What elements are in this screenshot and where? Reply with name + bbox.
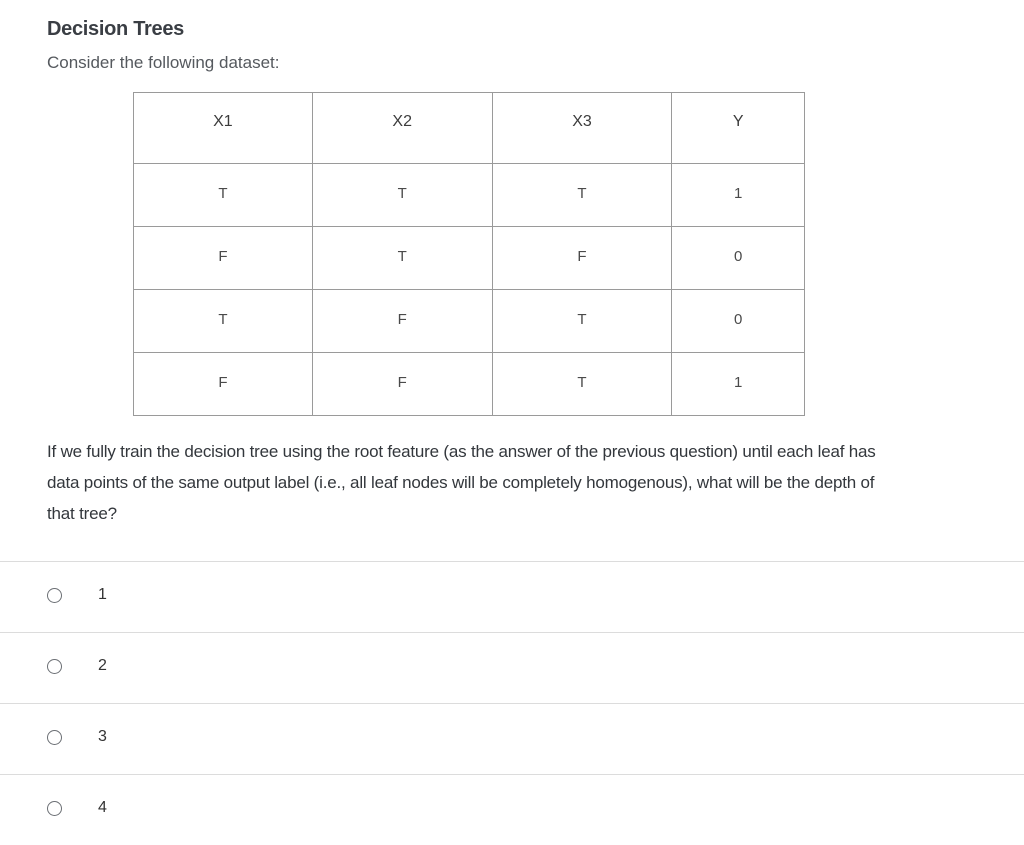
page-title: Decision Trees bbox=[47, 18, 184, 40]
option-label: 1 bbox=[98, 586, 107, 603]
table-row bbox=[134, 290, 805, 353]
column-header-x3: X3 bbox=[492, 93, 672, 164]
table-cell: T bbox=[492, 353, 672, 416]
table-row bbox=[134, 353, 805, 416]
radio-button[interactable] bbox=[47, 588, 62, 603]
option-label: 4 bbox=[98, 799, 107, 816]
table-cell: 1 bbox=[672, 164, 805, 227]
option-label: 2 bbox=[98, 657, 107, 674]
table-cell: F bbox=[312, 353, 492, 416]
table-cell: T bbox=[134, 290, 313, 353]
radio-button[interactable] bbox=[47, 801, 62, 816]
table-cell: F bbox=[312, 290, 492, 353]
column-header-x1: X1 bbox=[134, 93, 313, 164]
table-cell: T bbox=[312, 164, 492, 227]
table-cell: T bbox=[134, 164, 313, 227]
dataset-intro: Consider the following dataset: bbox=[47, 53, 280, 72]
table-cell: F bbox=[134, 227, 313, 290]
table-header-row bbox=[134, 93, 805, 164]
answer-option-2[interactable] bbox=[0, 632, 1024, 703]
table-row bbox=[134, 227, 805, 290]
column-header-x2: X2 bbox=[312, 93, 492, 164]
radio-button[interactable] bbox=[47, 730, 62, 745]
table-cell: T bbox=[492, 164, 672, 227]
option-label: 3 bbox=[98, 728, 107, 745]
table-cell: 0 bbox=[672, 227, 805, 290]
answer-options bbox=[0, 561, 1024, 845]
table-cell: 0 bbox=[672, 290, 805, 353]
table-row bbox=[134, 164, 805, 227]
radio-button[interactable] bbox=[47, 659, 62, 674]
answer-option-3[interactable] bbox=[0, 703, 1024, 774]
column-header-y: Y bbox=[672, 93, 805, 164]
table-cell: T bbox=[312, 227, 492, 290]
table-cell: T bbox=[492, 290, 672, 353]
dataset-table bbox=[133, 92, 805, 416]
table-cell: F bbox=[134, 353, 313, 416]
table-cell: F bbox=[492, 227, 672, 290]
table-cell: 1 bbox=[672, 353, 805, 416]
question-text: If we fully train the decision tree using the root feature (as the answer of the previous question) until each leaf has data points of the same output label (i.e., all leaf nodes will be completely homogenous), what will be the depth of that tree? bbox=[47, 442, 876, 523]
answer-option-1[interactable] bbox=[0, 561, 1024, 632]
answer-option-4[interactable] bbox=[0, 774, 1024, 845]
